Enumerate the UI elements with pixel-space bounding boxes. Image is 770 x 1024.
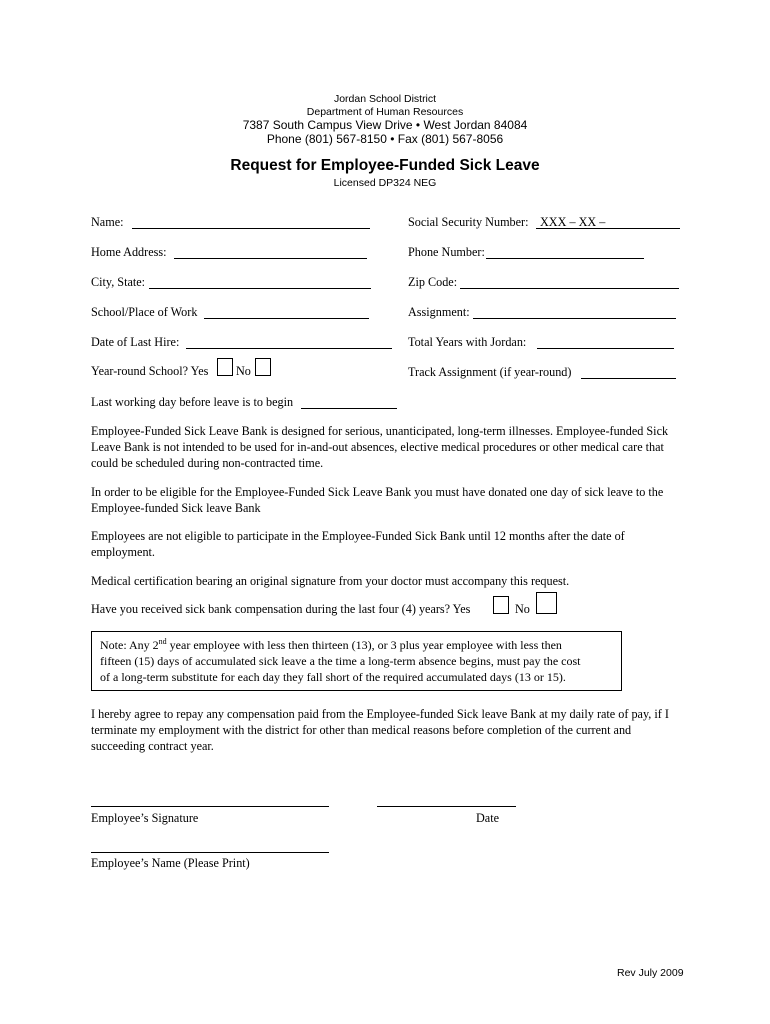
employee-signature-label: Employee’s Signature <box>91 811 199 825</box>
year-round-yes-checkbox[interactable] <box>217 358 233 376</box>
date-line[interactable] <box>377 806 516 807</box>
paragraph-medical: Medical certification bearing an original signature from your doctor must accompany this request. <box>91 574 570 588</box>
last-day-label: Last working day before leave is to begin <box>91 395 294 409</box>
year-round-no-checkbox[interactable] <box>255 358 271 376</box>
paragraph-employment: Employees are not eligible to participate in the Employee-Funded Sick Bank until 12 months after the date of employment. <box>91 529 625 559</box>
employee-name-line[interactable] <box>91 852 329 853</box>
track-label: Track Assignment (if year-round) <box>408 365 572 379</box>
note-line-3: of a long-term substitute for each day they fall short of the required accumulated days (13 or 15). <box>100 670 566 684</box>
city-state-field[interactable] <box>149 288 371 289</box>
year-round-no-label: No <box>236 364 251 378</box>
ssn-field[interactable] <box>536 228 680 229</box>
total-years-field[interactable] <box>537 348 674 349</box>
phone-label: Phone Number: <box>408 245 485 259</box>
year-round-label: Year-round School? Yes <box>91 364 209 378</box>
ssn-label: Social Security Number: <box>408 215 529 229</box>
last-day-field[interactable] <box>301 408 397 409</box>
revision-date: Rev July 2009 <box>617 967 684 979</box>
prior-compensation-no-checkbox[interactable] <box>536 592 557 614</box>
name-label: Name: <box>91 215 124 229</box>
last-hire-field[interactable] <box>186 348 392 349</box>
zip-label: Zip Code: <box>408 275 458 289</box>
page-title: Request for Employee-Funded Sick Leave <box>230 157 540 174</box>
assignment-label: Assignment: <box>408 305 470 319</box>
city-state-label: City, State: <box>91 275 146 289</box>
paragraph-eligibility: In order to be eligible for the Employee-Funded Sick Leave Bank you must have donated one day of sick leave to the Employee-funded Sick leave Bank <box>91 485 664 515</box>
phone-fax: Phone (801) 567-8150 • Fax (801) 567-8056 <box>266 132 504 146</box>
note-box <box>91 631 622 691</box>
address: 7387 South Campus View Drive • West Jordan 84084 <box>242 118 528 132</box>
name-field[interactable] <box>132 228 370 229</box>
date-label: Date <box>476 811 500 825</box>
total-years-label: Total Years with Jordan: <box>408 335 527 349</box>
school-label: School/Place of Work <box>91 305 198 319</box>
note-line-1 <box>100 637 621 653</box>
note-superscript: nd <box>158 637 167 646</box>
paragraph-repayment: I hereby agree to repay any compensation paid from the Employee-funded Sick leave Bank at my daily rate of pay, if I terminate my employment with the district for other than medical reasons before completion of the current and succeeding contract year. <box>91 707 669 753</box>
note-line-1-rest: year employee with less then thirteen (13), or 3 plus year employee with less then <box>166 638 562 652</box>
assignment-field[interactable] <box>473 318 676 319</box>
home-address-label: Home Address: <box>91 245 167 259</box>
org-name: Jordan School District <box>333 93 437 105</box>
prior-compensation-no-label: No <box>515 602 530 616</box>
employee-name-label: Employee’s Name (Please Print) <box>91 856 250 870</box>
zip-field[interactable] <box>460 288 679 289</box>
last-hire-label: Date of Last Hire: <box>91 335 180 349</box>
department: Department of Human Resources <box>306 106 464 118</box>
school-field[interactable] <box>204 318 369 319</box>
ssn-value: XXX – XX – <box>540 215 606 229</box>
prior-compensation-question: Have you received sick bank compensation during the last four (4) years? Yes <box>91 602 471 616</box>
home-address-field[interactable] <box>174 258 367 259</box>
phone-field[interactable] <box>486 258 644 259</box>
prior-compensation-yes-checkbox[interactable] <box>493 596 509 614</box>
signature-line[interactable] <box>91 806 329 807</box>
note-prefix: Note: Any 2 <box>100 638 159 652</box>
track-field[interactable] <box>581 378 676 379</box>
page-subtitle: Licensed DP324 NEG <box>333 177 437 189</box>
note-line-2: fifteen (15) days of accumulated sick leave a the time a long-term absence begins, must pay the cost <box>100 654 581 668</box>
paragraph-purpose: Employee-Funded Sick Leave Bank is designed for serious, unanticipated, long-term illnesses. Employee-funded Sick Leave Bank is not intended to be used for in-and-out absences, elective medical procedures or other medical care that could be scheduled during non-contracted time. <box>91 424 669 470</box>
